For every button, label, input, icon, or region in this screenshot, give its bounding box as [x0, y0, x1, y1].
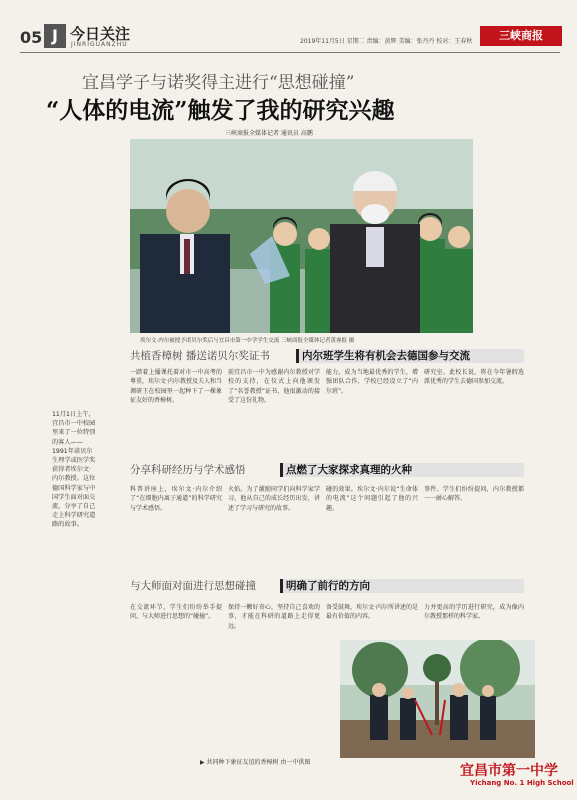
header-rule — [20, 52, 560, 53]
article-column: 火焰。为了激励同学们向科学家学习，他从自己的成长经历出发，讲述了学习与研究的故事。 — [228, 486, 320, 512]
article-kicker: 宜昌学子与诺奖得主进行“思想碰撞” — [82, 73, 355, 93]
section-title-left: 分享科研经历与学术感悟 — [130, 464, 246, 476]
page-number: 05 — [20, 28, 43, 47]
section-letter: J — [44, 24, 66, 48]
article-column: 保持一颗好奇心，坚持自己喜欢的事，才能在科研的道路上走得更远。 — [228, 604, 320, 630]
article-column: 研究室。此校长说，将在今年暑假选派优秀的学生去德国参加交流。 — [424, 369, 524, 386]
sidebar-intro: 11月1日上午，宜昌市一中校园里来了一位特别的客人——1991年诺贝尔生理学或医学奖获得者埃尔文·内尔教授。这位德国科学家与中国学生面对面交流，分享了自己走上科学研究道路的故事。 — [52, 411, 96, 529]
photo-footnote: ▶ 共同种下象征友谊的香樟树 由一中供图 — [200, 759, 311, 766]
section-title-right: 点燃了大家探求真理的火种 — [286, 464, 412, 476]
main-photo — [130, 139, 473, 333]
page-header — [0, 0, 577, 62]
section-pinyin: JINRIGUANZHU — [71, 41, 128, 48]
section-title-right: 内尔班学生将有机会去德国参与交流 — [302, 350, 470, 362]
article-column: 备受鼓舞，埃尔文·内尔所讲述的是最有价值的内容。 — [326, 604, 418, 621]
article-column: 能力，成为当地最优秀的学生，增强团队合作，学校已经设立了“内尔班”。 — [326, 369, 418, 395]
article-column: 一踏着上播课托着对市一中高考的尊重，埃尔文·内尔教授及夫人和当调研王在校园里一起种下了一棵象征友好的香樟树。 — [130, 369, 222, 404]
article-headline: “人体的电流”触发了我的研究兴趣 — [46, 97, 395, 124]
photo-caption: 埃尔文·内尔被授予诺贝尔奖后与宜昌市第一中学学生交流 三峡商报全媒体记者黄睿报 摄 — [140, 338, 355, 344]
school-name: 宜昌市第一中学 — [460, 763, 558, 779]
section-title-left: 与大师面对面进行思想碰撞 — [130, 580, 256, 592]
section-title-left: 共植香樟树 播送诺贝尔奖证书 — [130, 350, 270, 362]
section-heading-1 — [130, 348, 525, 364]
article-byline: 三峡商报全媒体记者 通讯员 高鹏 — [225, 130, 313, 137]
section-heading-2 — [130, 462, 525, 478]
article-column: 科普讲座上，埃尔文·内尔介绍了“在细胞内离子通道”的科学研究与学术感悟。 — [130, 486, 222, 512]
article-column: 事件。学生们纷纷提问，内尔教授都一一耐心解答。 — [424, 486, 524, 503]
article-column: 在交流环节，学生们纷纷举手提问，与大师进行思想的“碰撞”。 — [130, 604, 222, 621]
issue-info: 2019年11月5日 星期二 责编：黄辉 美编：张丹丹 校对：王春秋 — [300, 38, 473, 45]
section-title-right: 明确了前行的方向 — [286, 580, 370, 592]
article-column: 前宜昌市一中为感谢内尔教授对学校的支持，在仪式上向他颁发了“名誉教授”证书，他很激动的接受了这份礼物。 — [228, 369, 320, 404]
article-column: 力并更高的学历进行研究，成为像内尔教授那样的科学家。 — [424, 604, 524, 621]
article-column: 碰的效果。埃尔文·内尔说“生命体的电流”这个问题引起了他的兴趣。 — [326, 486, 418, 512]
masthead-logo: 三峡商报 — [480, 26, 562, 46]
school-name-english: Yichang No. 1 High School — [470, 779, 574, 787]
section-heading-3 — [130, 578, 525, 594]
section-name: 今日关注 — [70, 25, 131, 43]
tree-planting-photo — [340, 640, 535, 758]
